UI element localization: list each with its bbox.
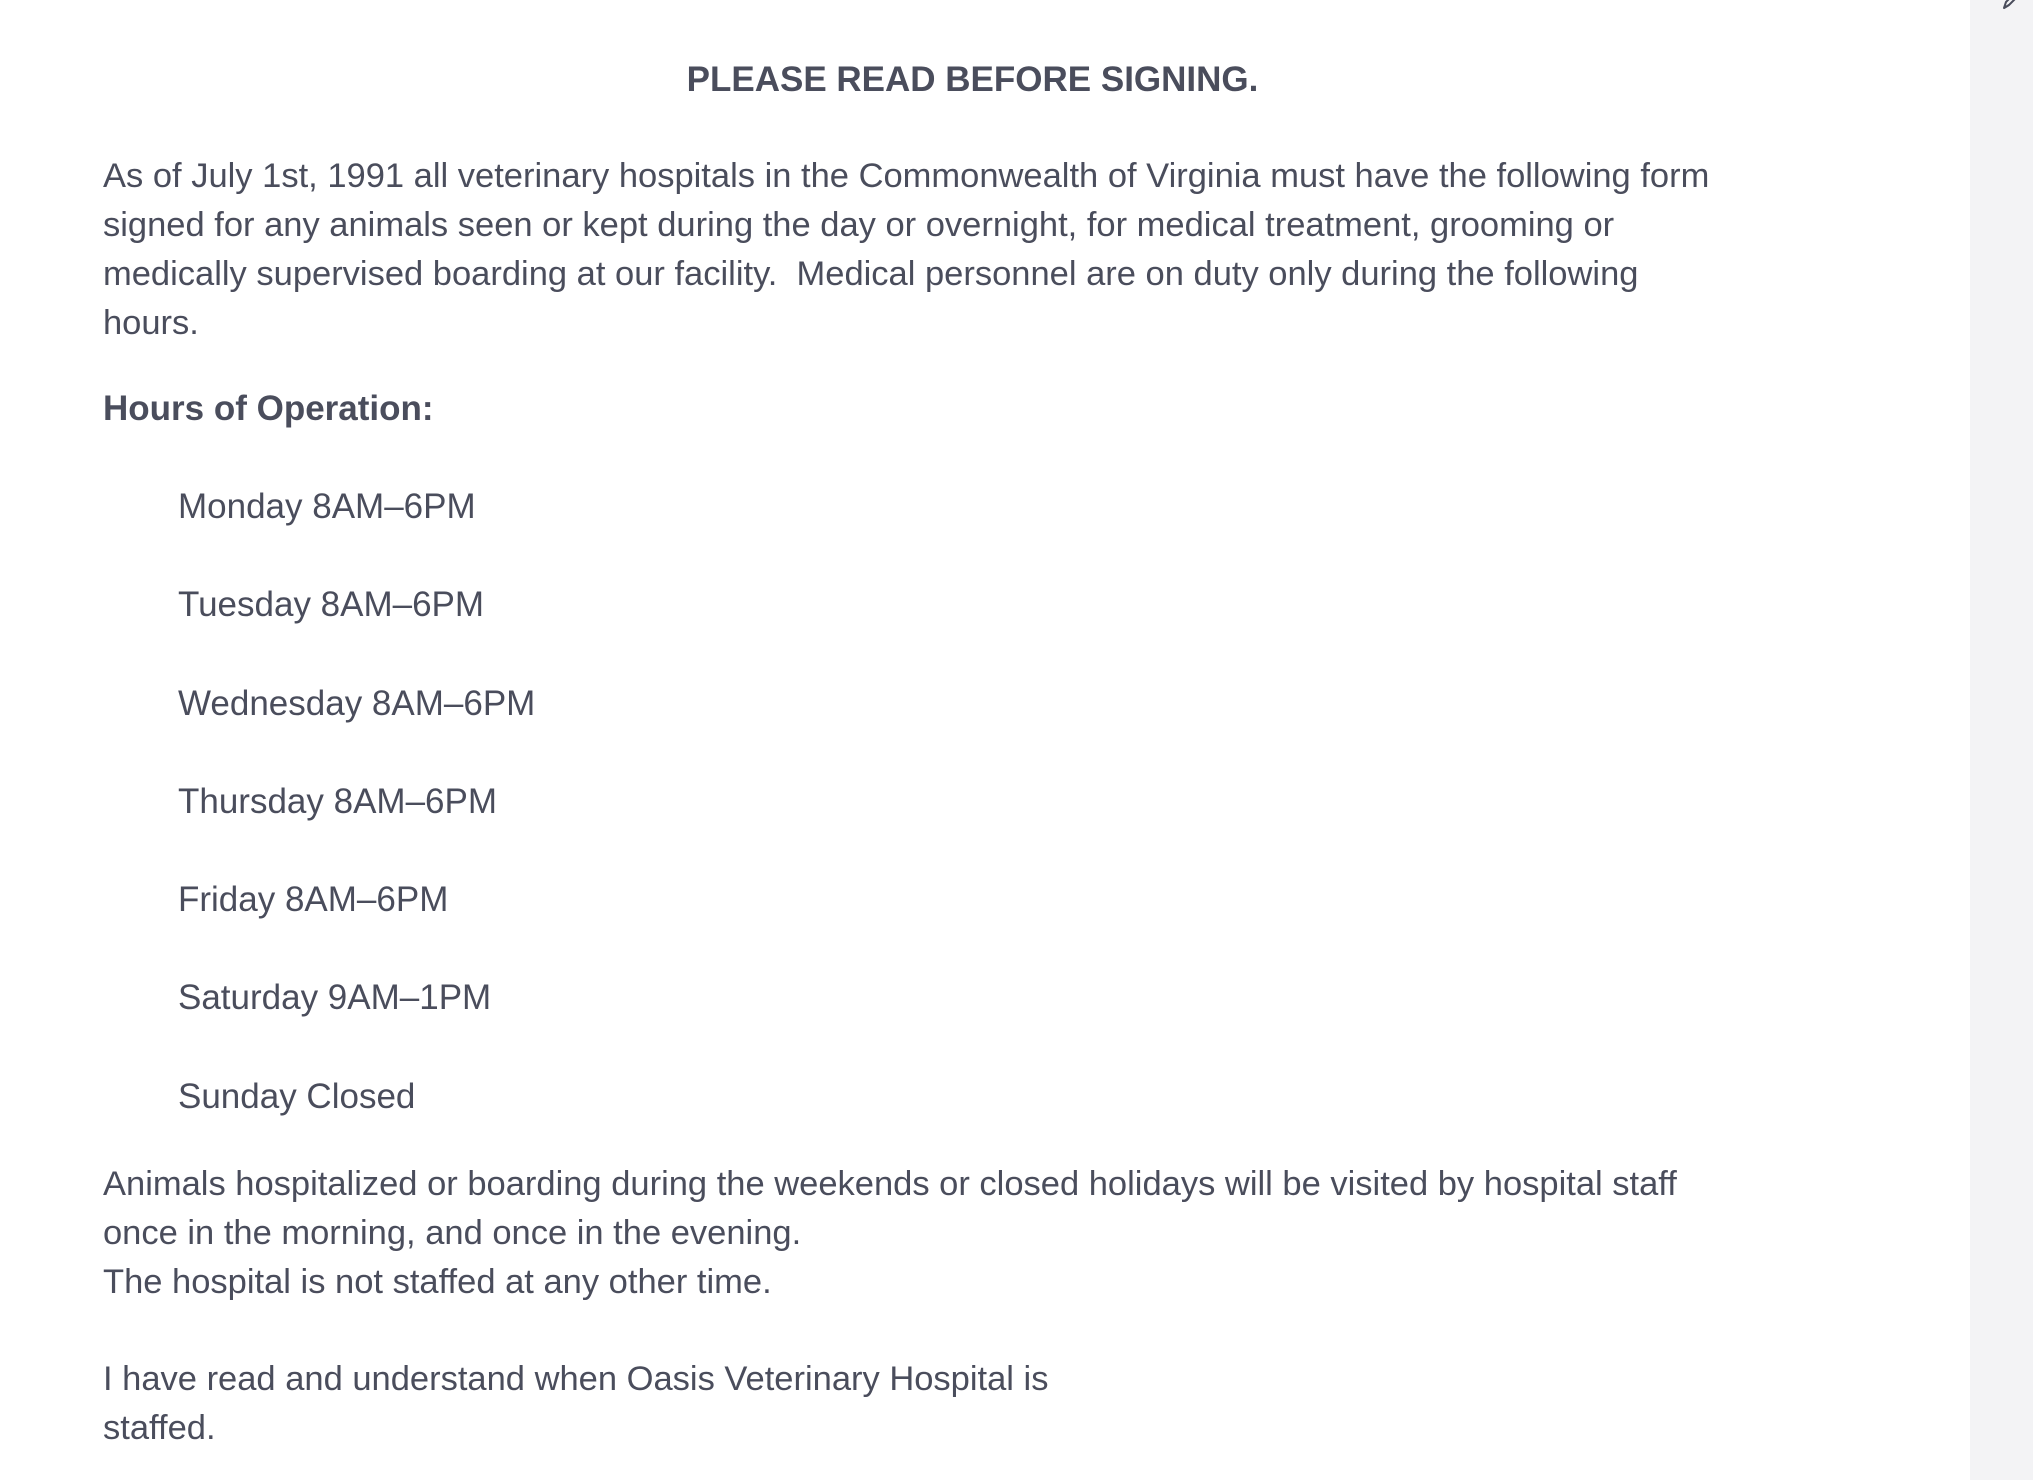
hours-item-monday: Monday 8AM–6PM: [178, 487, 476, 526]
pen-icon-graphic: [2000, 0, 2022, 10]
intro-line: hours.: [103, 304, 199, 342]
closing-line: once in the morning, and once in the evening.: [103, 1214, 802, 1252]
page-title: PLEASE READ BEFORE SIGNING.: [686, 60, 1259, 99]
intro-line: medically supervised boarding at our facility. Medical personnel are on duty only during the following: [103, 255, 1639, 293]
acknowledgement-line: I have read and understand when Oasis Veterinary Hospital is: [103, 1360, 1049, 1398]
acknowledgement-statement: [103, 1355, 1133, 1453]
pen-icon[interactable]: [2000, 0, 2022, 10]
hours-item-tuesday: Tuesday 8AM–6PM: [178, 585, 485, 625]
hours-heading: Hours of Operation:: [103, 389, 434, 428]
hours-item-wednesday: Wednesday 8AM–6PM: [178, 683, 536, 723]
hours-item-friday: Friday 8AM–6PM: [178, 880, 449, 920]
closing-line: Animals hospitalized or boarding during the weekends or closed holidays will be visited by hospital staff: [103, 1165, 1677, 1203]
intro-line: As of July 1st, 1991 all veterinary hospitals in the Commonwealth of Virginia must have the following form: [103, 157, 1710, 195]
hours-item-saturday: Saturday 9AM–1PM: [178, 978, 492, 1018]
hours-item-sunday: Sunday Closed: [178, 1076, 416, 1116]
closing-line: The hospital is not staffed at any other time.: [103, 1263, 772, 1301]
right-sidebar-gutter: [1970, 0, 2033, 1480]
closing-paragraph: [103, 1160, 1863, 1307]
acknowledgement-line: staffed.: [103, 1409, 216, 1447]
intro-line: signed for any animals seen or kept during the day or overnight, for medical treatment, grooming or: [103, 206, 1615, 244]
hours-item-thursday: Thursday 8AM–6PM: [178, 781, 498, 821]
hours-list: [178, 483, 535, 1171]
intro-paragraph: [103, 152, 1863, 348]
